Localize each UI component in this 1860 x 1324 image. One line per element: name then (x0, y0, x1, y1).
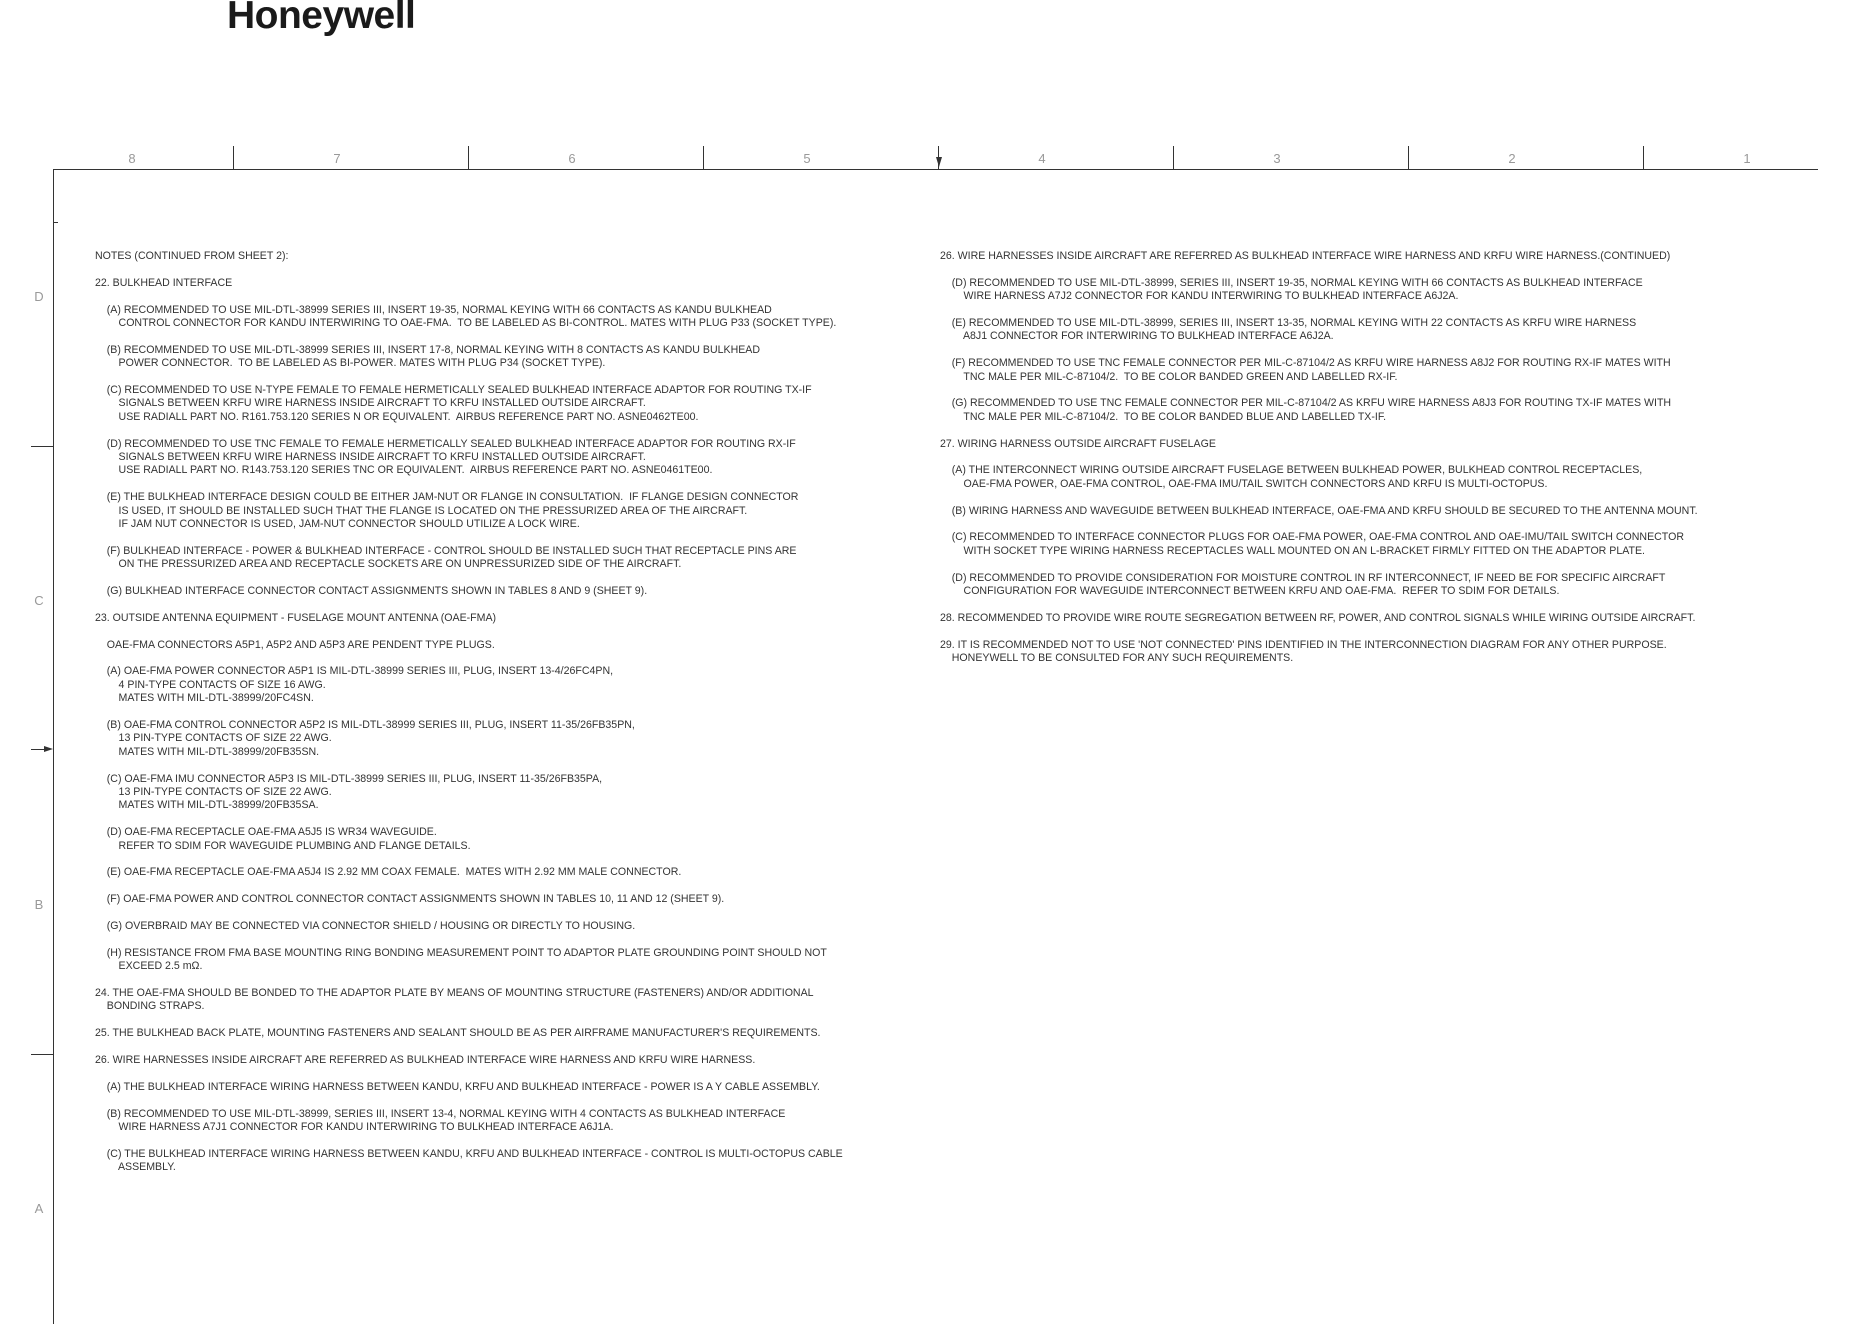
note-paragraph (95, 304, 843, 331)
note-paragraph (940, 438, 1698, 451)
note-line: (D) OAE-FMA RECEPTACLE OAE-FMA A5J5 IS WR34 WAVEGUIDE. (95, 826, 437, 839)
note-line: USE RADIALL PART NO. R143.753.120 SERIES TNC OR EQUIVALENT. AIRBUS REFERENCE PART NO. ASNE0461TE00. (95, 464, 713, 477)
note-line: OAE-FMA CONNECTORS A5P1, A5P2 AND A5P3 ARE PENDENT TYPE PLUGS. (95, 638, 495, 651)
note-line: MATES WITH MIL-DTL-38999/20FB35SA. (95, 799, 319, 812)
centering-arrow-left (44, 746, 53, 752)
zone-divider (468, 146, 469, 170)
note-paragraph (95, 987, 843, 1014)
note-line: (D) RECOMMENDED TO USE TNC FEMALE TO FEMALE HERMETICALLY SEALED BULKHEAD INTERFACE ADAPTOR FOR ROUTING RX-IF (95, 437, 796, 450)
note-line: 13 PIN-TYPE CONTACTS OF SIZE 22 AWG. (95, 732, 332, 745)
zone-divider (233, 146, 234, 170)
note-line: (C) RECOMMENDED TO INTERFACE CONNECTOR PLUGS FOR OAE-FMA POWER, OAE-FMA CONTROL AND OAE-IMU/TAIL SWITCH CONNECTOR (940, 531, 1684, 544)
note-paragraph (95, 612, 843, 625)
note-paragraph (95, 665, 843, 705)
note-paragraph (95, 545, 843, 572)
note-line: 22. BULKHEAD INTERFACE (95, 276, 233, 289)
note-paragraph (95, 1054, 843, 1067)
note-line: MATES WITH MIL-DTL-38999/20FC4SN. (95, 692, 314, 705)
zone-number: 7 (333, 151, 341, 166)
note-line: 25. THE BULKHEAD BACK PLATE, MOUNTING FASTENERS AND SEALANT SHOULD BE AS PER AIRFRAME MANUFACTURER'S REQUIREMENTS. (95, 1027, 821, 1040)
note-line: TNC MALE PER MIL-C-87104/2. TO BE COLOR BANDED BLUE AND LABELLED TX-IF. (940, 410, 1387, 423)
note-line: (F) RECOMMENDED TO USE TNC FEMALE CONNECTOR PER MIL-C-87104/2 AS KRFU WIRE HARNESS A8J2 FOR ROUTING RX-IF MATES WITH (940, 357, 1671, 370)
note-line: 13 PIN-TYPE CONTACTS OF SIZE 22 AWG. (95, 786, 332, 799)
zone-number: 3 (1273, 151, 1281, 166)
note-paragraph (940, 572, 1698, 599)
note-paragraph (95, 1108, 843, 1135)
zone-letter: A (34, 1201, 44, 1216)
note-line: POWER CONNECTOR. TO BE LABELED AS BI-POWER. MATES WITH PLUG P34 (SOCKET TYPE). (95, 357, 606, 370)
centering-line-left (31, 749, 45, 750)
note-line: CONFIGURATION FOR WAVEGUIDE INTERCONNECT BETWEEN KRFU AND OAE-FMA. REFER TO SDIM FOR DETAILS. (940, 585, 1560, 598)
note-paragraph (940, 464, 1698, 491)
note-paragraph (95, 920, 843, 933)
note-line: IF JAM NUT CONNECTOR IS USED, JAM-NUT CONNECTOR SHOULD UTILIZE A LOCK WIRE. (95, 518, 580, 531)
note-paragraph (95, 438, 843, 478)
note-paragraph (95, 1027, 843, 1040)
note-line: HONEYWELL TO BE CONSULTED FOR ANY SUCH REQUIREMENTS. (940, 652, 1294, 665)
note-line: 28. RECOMMENDED TO PROVIDE WIRE ROUTE SEGREGATION BETWEEN RF, POWER, AND CONTROL SIGNALS WHILE WIRING OUTSIDE AIRCRAFT. (940, 611, 1696, 624)
note-line: 24. THE OAE-FMA SHOULD BE BONDED TO THE ADAPTOR PLATE BY MEANS OF MOUNTING STRUCTURE (FASTENERS) AND/OR ADDITIONAL (95, 987, 814, 1000)
note-line: (F) BULKHEAD INTERFACE - POWER & BULKHEAD INTERFACE - CONTROL SHOULD BE INSTALLED SUCH THAT RECEPTACLE PINS ARE (95, 544, 797, 557)
note-line: ON THE PRESSURIZED AREA AND RECEPTACLE SOCKETS ARE ON UNPRESSURIZED SIDE OF THE AIRCRAFT. (95, 558, 682, 571)
note-paragraph (95, 826, 843, 853)
zone-number: 1 (1743, 151, 1751, 166)
note-line: (B) WIRING HARNESS AND WAVEGUIDE BETWEEN BULKHEAD INTERFACE, OAE-FMA AND KRFU SHOULD BE SECURED TO THE ANTENNA MOUNT. (940, 504, 1698, 517)
note-paragraph (95, 250, 843, 263)
note-paragraph (95, 277, 843, 290)
note-line: 27. WIRING HARNESS OUTSIDE AIRCRAFT FUSELAGE (940, 437, 1216, 450)
note-line: (D) RECOMMENDED TO USE MIL-DTL-38999, SERIES III, INSERT 19-35, NORMAL KEYING WITH 66 CONTACTS AS BULKHEAD INTERFACE (940, 276, 1643, 289)
note-line: SIGNALS BETWEEN KRFU WIRE HARNESS INSIDE AIRCRAFT TO KRFU INSTALLED OUTSIDE AIRCRAFT. (95, 451, 646, 464)
note-paragraph (95, 585, 843, 598)
note-line: (C) RECOMMENDED TO USE N-TYPE FEMALE TO FEMALE HERMETICALLY SEALED BULKHEAD INTERFACE ADAPTOR FOR ROUTING TX-IF (95, 384, 812, 396)
note-line: (B) RECOMMENDED TO USE MIL-DTL-38999, SERIES III, INSERT 13-4, NORMAL KEYING WITH 4 CONTACTS AS BULKHEAD INTERFACE (95, 1107, 786, 1120)
note-line: CONTROL CONNECTOR FOR KANDU INTERWIRING TO OAE-FMA. TO BE LABELED AS BI-CONTROL. MATES WITH PLUG P33 (SOCKET TYPE). (95, 317, 837, 329)
note-paragraph (95, 1081, 843, 1094)
zone-letter: B (34, 897, 44, 912)
note-line: 29. IT IS RECOMMENDED NOT TO USE 'NOT CONNECTED' PINS IDENTIFIED IN THE INTERCONNECTION DIAGRAM FOR ANY OTHER PURPOSE. (940, 638, 1667, 651)
note-line: A8J1 CONNECTOR FOR INTERWIRING TO BULKHEAD INTERFACE A6J2A. (940, 330, 1334, 343)
border-tick (53, 222, 58, 223)
zone-letter: D (34, 289, 44, 304)
zone-number: 8 (128, 151, 136, 166)
note-line: (B) RECOMMENDED TO USE MIL-DTL-38999 SERIES III, INSERT 17-8, NORMAL KEYING WITH 8 CONTACTS AS KANDU BULKHEAD (95, 343, 760, 356)
note-paragraph (940, 531, 1698, 558)
note-paragraph (940, 397, 1698, 424)
zone-number: 2 (1508, 151, 1516, 166)
note-line: WIRE HARNESS A7J2 CONNECTOR FOR KANDU INTERWIRING TO BULKHEAD INTERFACE A6J2A. (940, 290, 1459, 303)
zone-number: 4 (1038, 151, 1046, 166)
note-paragraph (95, 344, 843, 371)
note-line: (C) OAE-FMA IMU CONNECTOR A5P3 IS MIL-DTL-38999 SERIES III, PLUG, INSERT 11-35/26FB35PA, (95, 772, 603, 785)
note-line: (A) OAE-FMA POWER CONNECTOR A5P1 IS MIL-DTL-38999 SERIES III, PLUG, INSERT 13-4/26FC4PN, (95, 665, 614, 678)
note-paragraph (95, 384, 843, 424)
note-line: SIGNALS BETWEEN KRFU WIRE HARNESS INSIDE AIRCRAFT TO KRFU INSTALLED OUTSIDE AIRCRAFT. (95, 397, 646, 410)
note-paragraph (940, 612, 1698, 625)
note-line: ASSEMBLY. (95, 1161, 176, 1174)
note-line: MATES WITH MIL-DTL-38999/20FB35SN. (95, 745, 320, 758)
drawing-top-border (53, 169, 1818, 170)
note-line: 23. OUTSIDE ANTENNA EQUIPMENT - FUSELAGE MOUNT ANTENNA (OAE-FMA) (95, 611, 497, 624)
note-paragraph (95, 773, 843, 813)
zone-divider (1173, 146, 1174, 170)
note-paragraph (95, 893, 843, 906)
note-line: (A) RECOMMENDED TO USE MIL-DTL-38999 SERIES III, INSERT 19-35, NORMAL KEYING WITH 66 CONTACTS AS KANDU BULKHEAD (95, 303, 772, 316)
note-paragraph (95, 947, 843, 974)
note-line: (E) OAE-FMA RECEPTACLE OAE-FMA A5J4 IS 2.92 MM COAX FEMALE. MATES WITH 2.92 MM MALE CONNECTOR. (95, 866, 682, 879)
notes-right-column (940, 250, 1698, 665)
note-paragraph (940, 250, 1698, 263)
note-line: (G) BULKHEAD INTERFACE CONNECTOR CONTACT ASSIGNMENTS SHOWN IN TABLES 8 AND 9 (SHEET 9). (95, 585, 648, 598)
zone-divider (703, 146, 704, 170)
note-line: 26. WIRE HARNESSES INSIDE AIRCRAFT ARE REFERRED AS BULKHEAD INTERFACE WIRE HARNESS AND KRFU WIRE HARNESS.(CONTINUED) (940, 250, 1671, 262)
honeywell-logo: Honeywell (227, 0, 416, 37)
note-line: TNC MALE PER MIL-C-87104/2. TO BE COLOR BANDED GREEN AND LABELLED RX-IF. (940, 370, 1398, 383)
zone-divider (1408, 146, 1409, 170)
note-line: (F) OAE-FMA POWER AND CONTROL CONNECTOR CONTACT ASSIGNMENTS SHOWN IN TABLES 10, 11 AND 12 (SHEET 9). (95, 893, 725, 906)
note-line: NOTES (CONTINUED FROM SHEET 2): (95, 250, 289, 262)
note-line: BONDING STRAPS. (95, 1000, 205, 1013)
zone-number: 6 (568, 151, 576, 166)
note-line: (E) THE BULKHEAD INTERFACE DESIGN COULD BE EITHER JAM-NUT OR FLANGE IN CONSULTATION. IF FLANGE DESIGN CONNECTOR (95, 491, 799, 504)
note-line: (H) RESISTANCE FROM FMA BASE MOUNTING RING BONDING MEASUREMENT POINT TO ADAPTOR PLATE GROUNDING POINT SHOULD NOT (95, 946, 827, 959)
note-line: (G) OVERBRAID MAY BE CONNECTED VIA CONNECTOR SHIELD / HOUSING OR DIRECTLY TO HOUSING. (95, 920, 636, 933)
note-line: (D) RECOMMENDED TO PROVIDE CONSIDERATION FOR MOISTURE CONTROL IN RF INTERCONNECT, IF NEED BE FOR SPECIFIC AIRCRAFT (940, 571, 1666, 584)
zone-divider-left (31, 446, 53, 447)
note-paragraph (940, 505, 1698, 518)
note-paragraph (940, 277, 1698, 304)
note-line: EXCEED 2.5 mΩ. (95, 960, 203, 973)
note-line: REFER TO SDIM FOR WAVEGUIDE PLUMBING AND FLANGE DETAILS. (95, 839, 471, 852)
note-paragraph (940, 317, 1698, 344)
note-paragraph (95, 1148, 843, 1175)
note-line: USE RADIALL PART NO. R161.753.120 SERIES N OR EQUIVALENT. AIRBUS REFERENCE PART NO. ASNE0462TE00. (95, 410, 699, 423)
note-line: IS USED, IT SHOULD BE INSTALLED SUCH THAT THE FLANGE IS LOCATED ON THE PRESSURIZED AREA OF THE AIRCRAFT. (95, 504, 748, 517)
centering-arrow-top (936, 157, 942, 167)
notes-left-column (95, 250, 843, 1175)
note-line: WITH SOCKET TYPE WIRING HARNESS RECEPTACLES WALL MOUNTED ON AN L-BRACKET FIRMLY FITTED ON THE ADAPTOR PLATE. (940, 544, 1645, 557)
note-paragraph (940, 639, 1698, 666)
note-line: WIRE HARNESS A7J1 CONNECTOR FOR KANDU INTERWIRING TO BULKHEAD INTERFACE A6J1A. (95, 1121, 614, 1134)
note-line: OAE-FMA POWER, OAE-FMA CONTROL, OAE-FMA IMU/TAIL SWITCH CONNECTORS AND KRFU IS MULTI-OCTOPUS. (940, 477, 1548, 490)
drawing-left-border (53, 170, 54, 1324)
note-paragraph (95, 719, 843, 759)
note-paragraph (940, 357, 1698, 384)
zone-number: 5 (803, 151, 811, 166)
zone-divider-left (31, 1054, 53, 1055)
note-paragraph (95, 639, 843, 652)
note-line: (A) THE BULKHEAD INTERFACE WIRING HARNESS BETWEEN KANDU, KRFU AND BULKHEAD INTERFACE - POWER IS A Y CABLE ASSEMBLY. (95, 1080, 820, 1093)
note-paragraph (95, 866, 843, 879)
zone-divider (1643, 146, 1644, 170)
note-line: (C) THE BULKHEAD INTERFACE WIRING HARNESS BETWEEN KANDU, KRFU AND BULKHEAD INTERFACE - CONTROL IS MULTI-OCTOPUS CABLE (95, 1147, 843, 1160)
note-line: (E) RECOMMENDED TO USE MIL-DTL-38999, SERIES III, INSERT 13-35, NORMAL KEYING WITH 22 CONTACTS AS KRFU WIRE HARNESS (940, 317, 1637, 329)
note-line: (G) RECOMMENDED TO USE TNC FEMALE CONNECTOR PER MIL-C-87104/2 AS KRFU WIRE HARNESS A8J3 FOR ROUTING TX-IF MATES WITH (940, 397, 1672, 410)
zone-letter: C (34, 593, 44, 608)
note-line: (A) THE INTERCONNECT WIRING OUTSIDE AIRCRAFT FUSELAGE BETWEEN BULKHEAD POWER, BULKHEAD CONTROL RECEPTACLES, (940, 464, 1643, 477)
note-line: 4 PIN-TYPE CONTACTS OF SIZE 16 AWG. (95, 678, 326, 691)
note-paragraph (95, 491, 843, 531)
note-line: (B) OAE-FMA CONTROL CONNECTOR A5P2 IS MIL-DTL-38999 SERIES III, PLUG, INSERT 11-35/26FB35PN, (95, 719, 635, 732)
note-line: 26. WIRE HARNESSES INSIDE AIRCRAFT ARE REFERRED AS BULKHEAD INTERFACE WIRE HARNESS AND KRFU WIRE HARNESS. (95, 1054, 756, 1067)
